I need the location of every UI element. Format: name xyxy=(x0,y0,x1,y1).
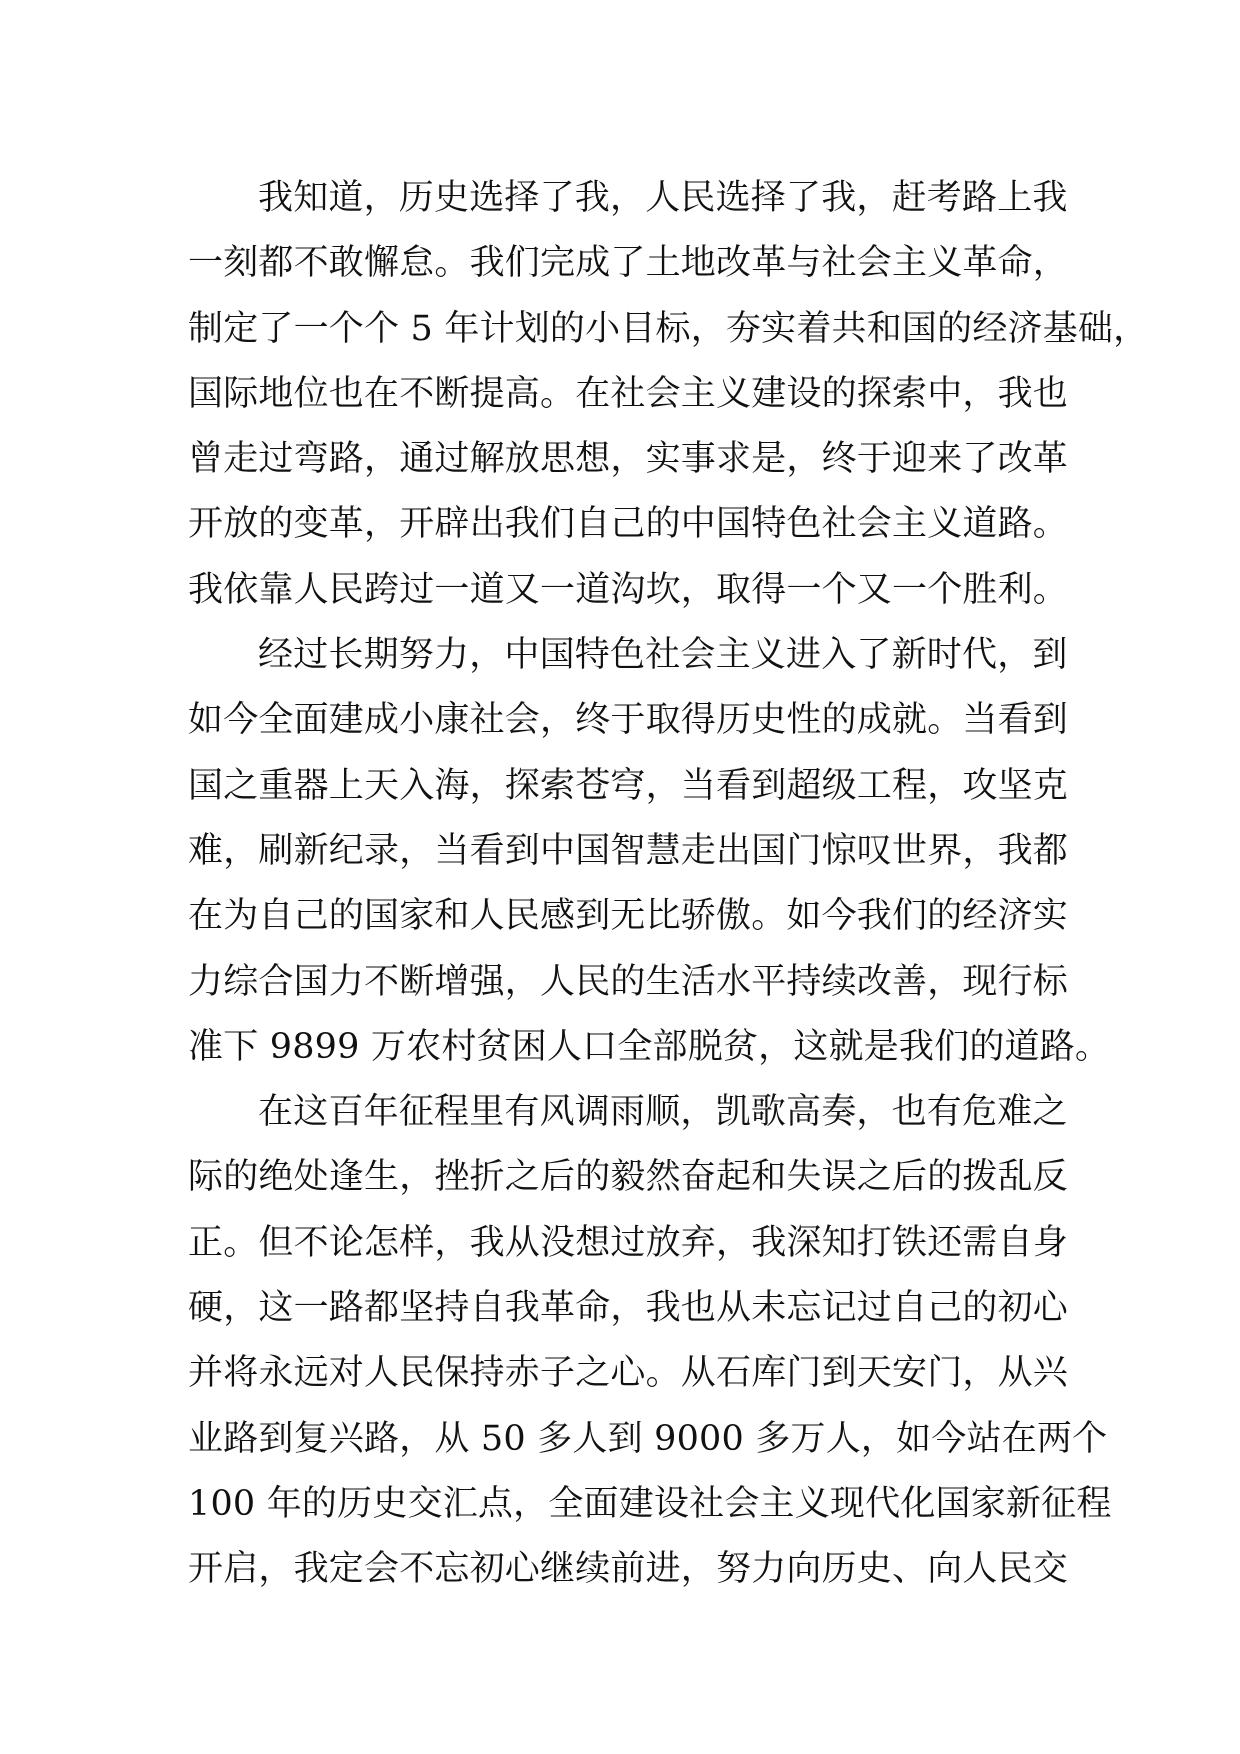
text-line: 难，刷新纪录，当看到中国智慧走出国门惊叹世界，我都 xyxy=(188,830,1069,871)
text-line: 力综合国力不断增强，人民的生活水平持续改善，现行标 xyxy=(188,961,1069,1002)
text-line: 一刻都不敢懈怠。我们完成了土地改革与社会主义革命， xyxy=(188,243,1069,284)
text-line: 开放的变革，开辟出我们自己的中国特色社会主义道路。 xyxy=(188,504,1069,545)
paragraph-3 xyxy=(188,1080,1112,1602)
text-line: 如今全面建成小康社会，终于取得历史性的成就。当看到 xyxy=(188,700,1069,741)
text-line: 100 年的历史交汇点，全面建设社会主义现代化国家新征程 xyxy=(188,1483,1112,1524)
text-line: 硬，这一路都坚持自我革命，我也从未忘记过自己的初心 xyxy=(188,1288,1069,1329)
text-line: 际的绝处逢生，挫折之后的毅然奋起和失误之后的拨乱反 xyxy=(188,1157,1069,1198)
text-line: 准下 9899 万农村贫困人口全部脱贫，这就是我们的道路。 xyxy=(188,1026,1111,1067)
text-line: 国际地位也在不断提高。在社会主义建设的探索中，我也 xyxy=(188,373,1069,414)
document-page xyxy=(188,166,1149,1603)
text-line: 我依靠人民跨过一道又一道沟坎，取得一个又一个胜利。 xyxy=(188,569,1069,610)
text-line: 在这百年征程里有风调雨顺，凯歌高奏，也有危难之 xyxy=(258,1092,1068,1133)
paragraph-1 xyxy=(188,166,1149,623)
text-line: 在为自己的国家和人民感到无比骄傲。如今我们的经济实 xyxy=(188,896,1069,937)
text-line: 制定了一个个 5 年计划的小目标，夯实着共和国的经济基础， xyxy=(188,308,1149,349)
text-line: 开启，我定会不忘初心继续前进，努力向历史、向人民交 xyxy=(188,1549,1069,1590)
paragraph-2 xyxy=(188,623,1111,1080)
text-line: 正。但不论怎样，我从没想过放弃，我深知打铁还需自身 xyxy=(188,1222,1069,1263)
text-line: 我知道，历史选择了我，人民选择了我，赶考路上我 xyxy=(258,178,1068,218)
text-line: 国之重器上天入海，探索苍穹，当看到超级工程，攻坚克 xyxy=(188,765,1069,806)
text-line: 经过长期努力，中国特色社会主义进入了新时代，到 xyxy=(258,635,1068,676)
text-line: 并将永远对人民保持赤子之心。从石库门到天安门，从兴 xyxy=(188,1353,1069,1394)
text-line: 业路到复兴路，从 50 多人到 9000 多万人，如今站在两个 xyxy=(188,1418,1108,1459)
text-line: 曾走过弯路，通过解放思想，实事求是，终于迎来了改革 xyxy=(188,439,1069,480)
